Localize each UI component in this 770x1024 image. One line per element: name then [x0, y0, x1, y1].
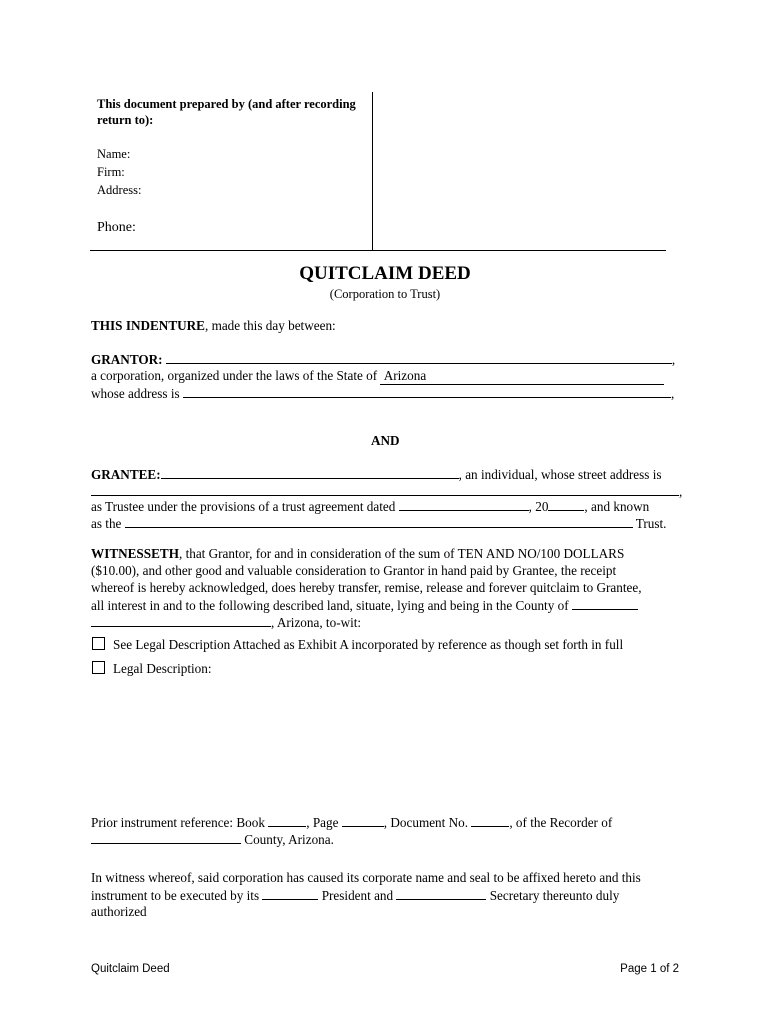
recorder-county-blank[interactable] — [91, 830, 241, 844]
president-blank[interactable] — [262, 886, 318, 900]
in-witness-line1: In witness whereof, said corporation has caused its corporate name and seal to be affixed hereto and this — [91, 870, 641, 885]
and-label: AND — [371, 433, 400, 448]
prep-box-divider — [372, 92, 373, 250]
trust-date-blank[interactable] — [399, 497, 529, 511]
trust-line-c: , and known — [584, 499, 650, 514]
witnesseth-bold: WITNESSETH — [91, 546, 179, 561]
grantee-name-blank[interactable] — [161, 465, 459, 479]
recorder-county-text: County, Arizona. — [241, 832, 334, 847]
grantor-state-value: Arizona — [383, 368, 427, 383]
witnesseth-line5 — [91, 613, 361, 631]
footer-page-number: Page 1 of 2 — [620, 963, 679, 975]
in-witness-2c: Secretary thereunto duly — [486, 888, 620, 903]
indenture-rest: , made this day between: — [204, 318, 336, 333]
deed-title: QUITCLAIM DEED — [299, 263, 471, 284]
prep-phone-label: Phone: — [97, 220, 136, 235]
grantor-name-blank[interactable] — [166, 350, 672, 364]
book-blank[interactable] — [268, 813, 306, 827]
prep-name-label: Name: — [97, 147, 131, 161]
indenture-bold: THIS INDENTURE — [91, 318, 205, 333]
witnesseth-line3: whereof is hereby acknowledged, does hereby transfer, remise, release and forever quitclaim to Grantee, — [91, 580, 642, 595]
page-blank[interactable] — [342, 813, 384, 827]
prior-c: , Document No. — [383, 815, 472, 830]
witnesseth-line2: ($10.00), and other good and valuable consideration to Grantor in hand paid by Grantee, the receipt — [91, 563, 617, 578]
witnesseth-line4-text: all interest in and to the following described land, situate, lying and being in the County of — [91, 598, 572, 613]
grantor-address-prefix: whose address is — [91, 386, 183, 401]
prep-heading-line1: This document prepared by (and after recording — [97, 97, 356, 111]
trust-word: Trust. — [632, 516, 667, 531]
exhibit-a-checkbox[interactable] — [92, 637, 105, 650]
prior-instrument-line — [91, 813, 612, 831]
in-witness-2a: instrument to be executed by its — [91, 888, 263, 903]
grantee-line1-suffix: , an individual, whose street address is — [458, 467, 662, 482]
in-witness-line2 — [91, 886, 619, 904]
county-blank-2[interactable] — [91, 613, 271, 627]
trust-line-b: , 20 — [528, 499, 549, 514]
county-blank[interactable] — [572, 596, 638, 610]
grantor-label: GRANTOR: — [91, 352, 163, 367]
recorder-county-line — [91, 830, 334, 848]
exhibit-a-label: See Legal Description Attached as Exhibit A incorporated by reference as though set forth in full — [113, 637, 624, 652]
trust-line-a: as Trustee under the provisions of a trust agreement dated — [91, 499, 399, 514]
grantee-address-blank[interactable] — [91, 482, 679, 496]
prep-heading-line2: return to): — [97, 113, 154, 127]
prior-a: Prior instrument reference: Book — [91, 815, 269, 830]
grantor-address-line: whose address is , — [91, 386, 675, 401]
grantor-state-field[interactable] — [380, 367, 664, 385]
secretary-blank[interactable] — [396, 886, 486, 900]
trust-name-blank[interactable] — [125, 514, 633, 528]
legal-description-label: Legal Description: — [113, 661, 212, 676]
footer-doc-name: Quitclaim Deed — [91, 963, 170, 975]
grantee-label: GRANTEE: — [91, 467, 161, 482]
witnesseth-line1 — [91, 545, 624, 562]
header-rule — [90, 250, 666, 251]
grantee-line — [91, 465, 662, 483]
in-witness-2b: President and — [318, 888, 397, 903]
grantor-address-blank[interactable] — [183, 384, 671, 398]
as-the-text: as the — [91, 516, 125, 531]
prior-d: , of the Recorder of — [509, 815, 613, 830]
deed-subtitle: (Corporation to Trust) — [329, 287, 441, 301]
in-witness-line3: authorized — [91, 904, 147, 919]
prior-b: , Page — [306, 815, 342, 830]
witnesseth-line4 — [91, 596, 638, 614]
indenture-line — [91, 317, 336, 334]
trust-agreement-line — [91, 497, 649, 515]
witnesseth-line1-rest: , that Grantor, for and in consideration of the sum of TEN AND NO/100 DOLLARS — [178, 546, 625, 561]
grantor-state-line — [91, 367, 664, 385]
trust-year-blank[interactable] — [548, 497, 584, 511]
document-no-blank[interactable] — [471, 813, 509, 827]
trust-name-line — [91, 514, 666, 532]
grantor-state-prefix: a corporation, organized under the laws of the State of — [91, 368, 381, 383]
grantor-line: GRANTOR: , — [91, 352, 676, 367]
witnesseth-line5-suffix: , Arizona, to-wit: — [271, 615, 362, 630]
legal-description-checkbox[interactable] — [92, 661, 105, 674]
prep-address-label: Address: — [97, 183, 142, 197]
grantee-address-line: , — [91, 482, 682, 500]
prep-firm-label: Firm: — [97, 165, 125, 179]
